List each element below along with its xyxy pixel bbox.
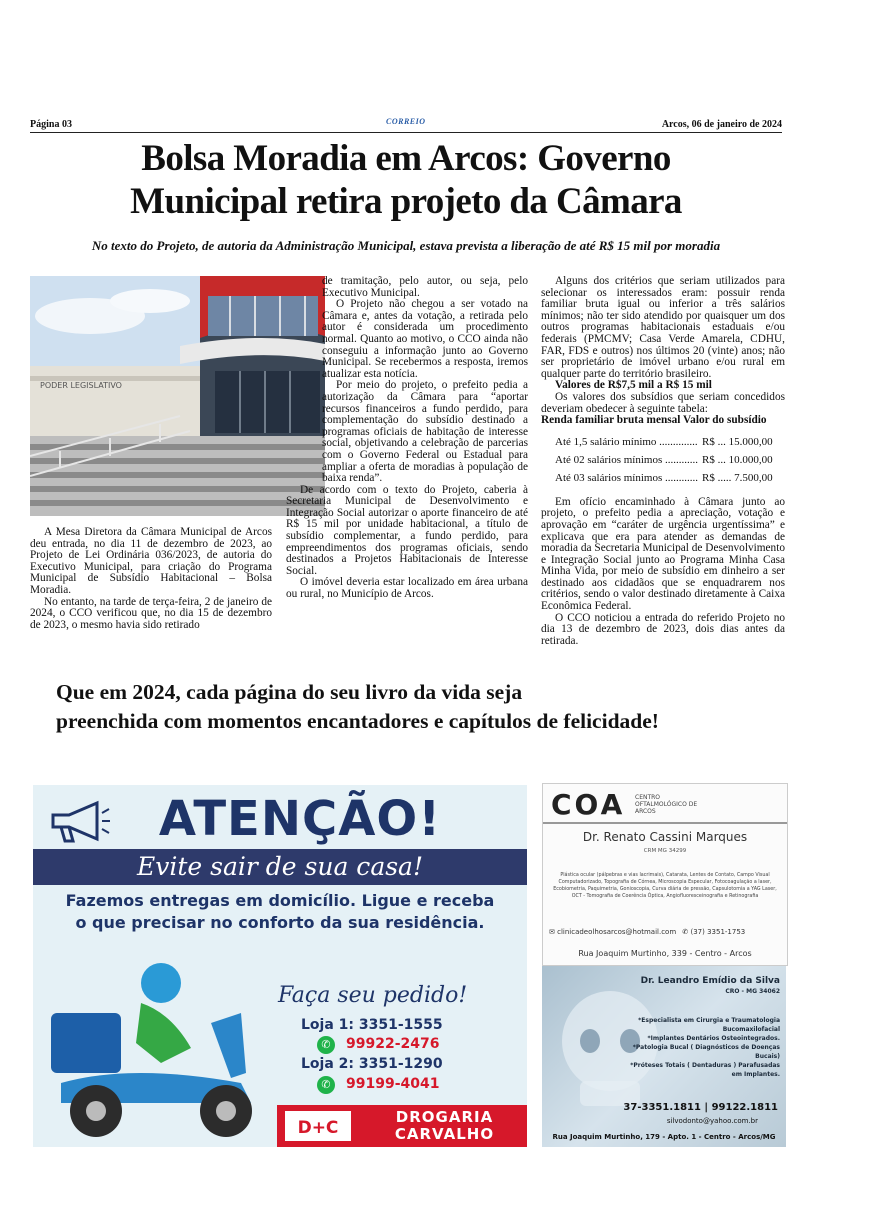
- delivery-line-1: Fazemos entregas em domicílio. Ligue e receba: [65, 891, 495, 910]
- page-header: [30, 118, 782, 133]
- camara-building-photo: [30, 276, 325, 516]
- paragraph: Por meio do projeto, o prefeito pedia a autorização da Câmara para “aportar recursos financeiros a fundo perdido, para complementação do subsídio destinado a programas oficiais de habitação de interesse social, objetivando a celebração de parcerias com o Governo Federal ou Estadual para ampliar a oferta de moradias à população de baixa renda”.: [322, 379, 528, 485]
- coa-logo: COA: [551, 788, 626, 821]
- paragraph: Alguns dos critérios que seriam utilizados para selecionar os interessados eram: possuir renda familiar bruta igual ou inferior a três salários mínimos; não ter sido atendido por quaisquer um dos outros programas habitacionais estaduais e/ou federais (PMCMV; Casa Verde Amarela, CDHU, FAR, FDS e outros) nos últimos 20 (vinte) anos; não ser proprietário de imóvel urbano e/ou rural em qualquer parte do território brasileiro.: [541, 275, 785, 380]
- table-header: Renda familiar bruta mensal Valor do subsídio: [541, 414, 767, 427]
- coa-phone: (37) 3351-1753: [690, 928, 746, 936]
- paragraph: De acordo com o texto do Projeto, caberia à Secretaria Municipal de Desenvolvimento e Integração Social autorizar o aporte financeiro de até R$ 15 mil por unidade habitacional, a título de subsídio complementar, a fundo perdido, para empreendimentos dos programas oficiais, sendo destinados a Projetos Habitacionais de Interesse Social.: [286, 483, 528, 577]
- brand-line-1: DROGARIA: [395, 1108, 494, 1126]
- store-2-phone: Loja 2: 3351-1290: [301, 1056, 443, 1072]
- article-column-2: [286, 276, 528, 601]
- store-2-whatsapp: 99199-4041: [346, 1076, 440, 1092]
- ad-call-to-action: Faça seu pedido!: [278, 983, 468, 1008]
- coa-address: Rua Joaquim Murtinho, 339 - Centro - Arcos: [578, 949, 752, 958]
- new-year-line-2: preenchida com momentos encantadores e capítulos de felicidade!: [56, 709, 659, 733]
- dentist-cro: CRO - MG 34062: [725, 988, 780, 995]
- newspaper-logo: CORREIO: [386, 117, 426, 126]
- table-cell-valor: R$ ... 10.000,00: [702, 453, 773, 466]
- dentist-advertisement: [542, 966, 786, 1147]
- article-subhead: No texto do Projeto, de autoria da Administração Municipal, estava prevista a liberação de até R$ 15 mil por moradia: [91, 238, 721, 253]
- dentist-services: [620, 1016, 780, 1079]
- paragraph: O CCO noticiou a entrada do referido Projeto no dia 13 de dezembro de 2023, dois dias antes da retirada.: [541, 611, 785, 647]
- coa-doctor-name: Dr. Renato Cassini Marques: [582, 830, 748, 844]
- table-row: [555, 453, 785, 469]
- service-item: *Especialista em Cirurgia e Traumatologia Bucomaxilofacial: [638, 1017, 780, 1033]
- phone-icon: ✆: [682, 928, 689, 936]
- dentist-address: Rua Joaquim Murtinho, 179 - Apto. 1 - Centro - Arcos/MG: [552, 1133, 776, 1141]
- page-number: Página 03: [30, 119, 72, 130]
- drogaria-logo: D+C: [285, 1111, 351, 1141]
- table-cell-valor: R$ ... 15.000,00: [702, 435, 773, 448]
- headline-line-1: Bolsa Moradia em Arcos: Governo: [141, 138, 671, 179]
- coa-services: Plástica ocular (pálpebras e vias lacrimais), Catarata, Lentes de Contato, Campo Visual Computadorizado, Topografia de Córnea, Microscopia Especular, Fotocoagulação a laser, Ecobiometria, Paquimetria, Gonioscopia, Curva diária de pressão, Capsulotomia a YAG Laser, OCT - Tomografia de Coerência Óptica, Angiofluoresceinografia e Retinografia: [553, 873, 777, 899]
- article-column-3: [541, 276, 785, 647]
- article-column-1: [30, 527, 272, 631]
- drogaria-advertisement: [33, 785, 527, 1147]
- drogaria-brand: [277, 1105, 527, 1147]
- building-sign: PODER LEGISLATIVO: [40, 381, 122, 390]
- table-cell-renda: Até 03 salários mínimos ............: [555, 471, 698, 484]
- ad-banner: Evite sair de sua casa!: [33, 849, 527, 885]
- email-icon: ✉: [549, 928, 555, 936]
- service-item: *Implantes Dentários Osteointegrados.: [647, 1035, 780, 1042]
- table-row: [555, 435, 785, 451]
- coa-logo-subtitle: CENTRO OFTALMOLÓGICO DE ARCOS: [635, 794, 698, 815]
- table-cell-renda: Até 02 salários mínimos ............: [555, 453, 698, 466]
- paragraph: O imóvel deveria estar localizado em área urbana ou rural, no Município de Arcos.: [286, 576, 528, 601]
- delivery-line-2: o que precisar no conforto da sua residência.: [75, 913, 485, 932]
- coa-advertisement: [542, 783, 788, 966]
- paragraph: Os valores dos subsídios que seriam concedidos deveriam obedecer à seguinte tabela:: [541, 390, 785, 415]
- building-illustration: [30, 276, 325, 516]
- drogaria-name: [367, 1109, 522, 1143]
- paragraph: A Mesa Diretora da Câmara Municipal de Arcos deu entrada, no dia 11 de dezembro de 2023, ao Projeto de Lei Ordinária 036/2023, de autoria do Executivo Municipal, para criação do Programa Municipal de Subsídio Habitacional – Bolsa Moradia.: [30, 526, 272, 596]
- new-year-line-1: Que em 2024, cada página do seu livro da vida seja: [56, 680, 523, 704]
- headline-line-2: Municipal retira projeto da Câmara: [130, 181, 682, 222]
- ad-delivery-text: [35, 890, 525, 934]
- table-cell-renda: Até 1,5 salário mínimo ..............: [555, 435, 698, 448]
- table-cell-valor: R$ ..... 7.500,00: [702, 471, 773, 484]
- article-headline: [30, 137, 782, 223]
- dentist-email: silvodonto@yahoo.com.br: [666, 1117, 758, 1125]
- page-date: Arcos, 06 de janeiro de 2024: [661, 119, 782, 130]
- table-row: [555, 471, 785, 487]
- dentist-phone: 37-3351.1811 | 99122.1811: [623, 1102, 778, 1113]
- divider: [543, 822, 787, 824]
- coa-email: clinicadeolhosarcos@hotmail.com: [557, 928, 677, 936]
- section-heading: Valores de R$7,5 mil a R$ 15 mil: [555, 379, 712, 392]
- whatsapp-icon: ✆: [317, 1036, 335, 1054]
- brand-line-2: CARVALHO: [394, 1125, 495, 1143]
- service-item: *Próteses Totais ( Dentaduras ) Parafusadas em Implantes.: [630, 1062, 780, 1078]
- coa-crm: CRM MG 34299: [643, 848, 687, 854]
- whatsapp-icon: ✆: [317, 1076, 335, 1094]
- new-year-message: [56, 678, 816, 736]
- coa-contact: [549, 928, 781, 936]
- store-1-phone: Loja 1: 3351-1555: [301, 1017, 443, 1033]
- paragraph: O Projeto não chegou a ser votado na Câmara e, antes da votação, a retirada pelo autor é considerada um procedimento normal. Quanto ao motivo, o CCO ainda não conseguiu a informação junto ao Governo Municipal. Se recebermos a resposta, iremos atualizar esta notícia.: [322, 298, 528, 380]
- store-1-whatsapp: 99922-2476: [346, 1036, 440, 1052]
- paragraph: No entanto, na tarde de terça-feira, 2 de janeiro de 2024, o CCO verificou que, no dia 15 de dezembro de 2023, o mesmo havia sido retirado: [30, 595, 272, 631]
- paragraph: de tramitação, pelo autor, ou seja, pelo Executivo Municipal.: [322, 275, 528, 299]
- delivery-scooter-icon: [41, 953, 271, 1143]
- dentist-name: Dr. Leandro Emídio da Silva: [640, 976, 780, 986]
- service-item: *Patologia Bucal ( Diagnósticos de Doenças Bucais): [632, 1044, 780, 1060]
- ad-title: ATENÇÃO!: [158, 791, 442, 847]
- paragraph: Em ofício encaminhado à Câmara junto ao projeto, o prefeito pedia a apreciação, votação e aprovação em “caráter de urgência urgentíssima” e explicava que era para atender as demandas de moradia da Secretaria Municipal de Desenvolvimento e Integração Social junto ao Programa Minha Casa Minha Vida, por meio de subsídio em dinheiro a ser destinado aos cidadãos que se enquadrarem nos critérios, sendo o valor destinado diretamente à Caixa Econômica Federal.: [541, 495, 785, 613]
